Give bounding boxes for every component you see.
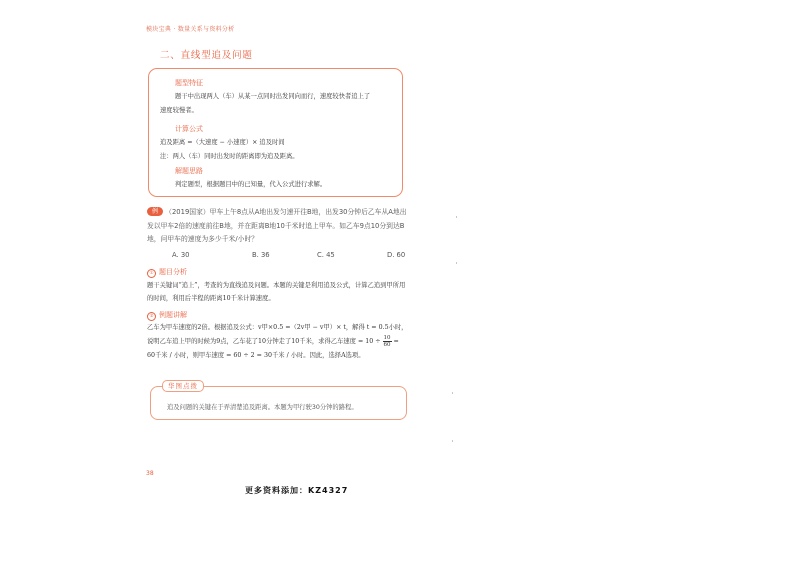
scan-speck xyxy=(452,392,453,394)
explain-heading xyxy=(147,310,187,321)
feature-line-1: 题干中出现两人（车）从某一点同时出发同向而行，速度较快者追上了 xyxy=(175,93,371,100)
page-header: 模块宝典 · 数量关系与资料分析 xyxy=(146,26,235,33)
formula-line-2: 注：两人（车）同时出发时的距离即为追及距离。 xyxy=(160,153,299,160)
explain-title: 例题讲解 xyxy=(159,311,187,319)
question-body: （2019国家）甲车上午8点从A地出发匀速开往B地，出发30分钟后乙车从A地出发以甲车2倍的速度前往B地，并在距离B地10千米时追上甲车。如乙车9点10分到达B地，问甲车的速度为多少千米/小时？ xyxy=(147,208,407,243)
section-title: 二、直线型追及问题 xyxy=(160,50,253,61)
idea-line-1: 判定题型，根据题目中的已知量，代入公式进行求解。 xyxy=(175,181,327,188)
explain-line-3: 60千米 / 小时，则甲车速度 = 60 ÷ 2 = 30千米 / 小时。因此，选择A选项。 xyxy=(147,352,365,359)
fraction xyxy=(383,335,392,348)
scan-speck xyxy=(456,216,457,218)
explain-line-1: 乙车为甲车速度的2倍。根据追及公式：v甲×0.5 =（2v甲 − v甲）× t，解得 t = 0.5小时， xyxy=(147,324,408,331)
scan-speck xyxy=(452,440,453,442)
explain-line-2 xyxy=(147,335,409,349)
option-a: A. 30 xyxy=(172,251,190,259)
fraction-numerator: 10 xyxy=(383,335,391,341)
explain-body xyxy=(147,321,409,363)
feature-line-2: 速度较慢者。 xyxy=(160,107,198,114)
explain-line-2-text: 说明乙车追上甲的时候为9点，乙车花了10分钟走了10千米，求得乙车速度 = 10 ÷ xyxy=(147,338,381,345)
tip-text: 追及问题的关键在于弄清楚追及距离。本题为甲行驶30分钟的路程。 xyxy=(167,404,358,411)
explain-line-2-end: = xyxy=(393,338,399,345)
idea-heading: 解题思路 xyxy=(175,167,203,175)
feature-heading: 题型特征 xyxy=(175,79,203,87)
analysis-heading xyxy=(147,267,187,278)
explain-number: ② xyxy=(147,312,156,321)
page-number: 38 xyxy=(146,470,154,477)
option-b: B. 36 xyxy=(252,251,270,259)
fraction-denominator: 60 xyxy=(383,342,391,348)
footer-note: 更多资料添加：KZ4327 xyxy=(245,486,349,495)
example-badge: 例 xyxy=(147,207,163,216)
tip-label: 华图点拨 xyxy=(162,380,204,392)
option-d: D. 60 xyxy=(387,251,406,259)
question-text xyxy=(147,206,409,247)
analysis-number: ① xyxy=(147,269,156,278)
analysis-body: 题干关键词“追上”，考查的为直线追及问题。本题的关键是利用追及公式，计算乙追到甲所用的时间，利用后半程的距离10千米计算速度。 xyxy=(147,282,406,302)
scan-speck xyxy=(456,262,457,264)
formula-line-1: 追及距离 =（大速度 − 小速度）× 追及时间 xyxy=(160,139,285,146)
option-c: C. 45 xyxy=(317,251,335,259)
analysis-title: 题目分析 xyxy=(159,268,187,276)
formula-heading: 计算公式 xyxy=(175,125,203,133)
